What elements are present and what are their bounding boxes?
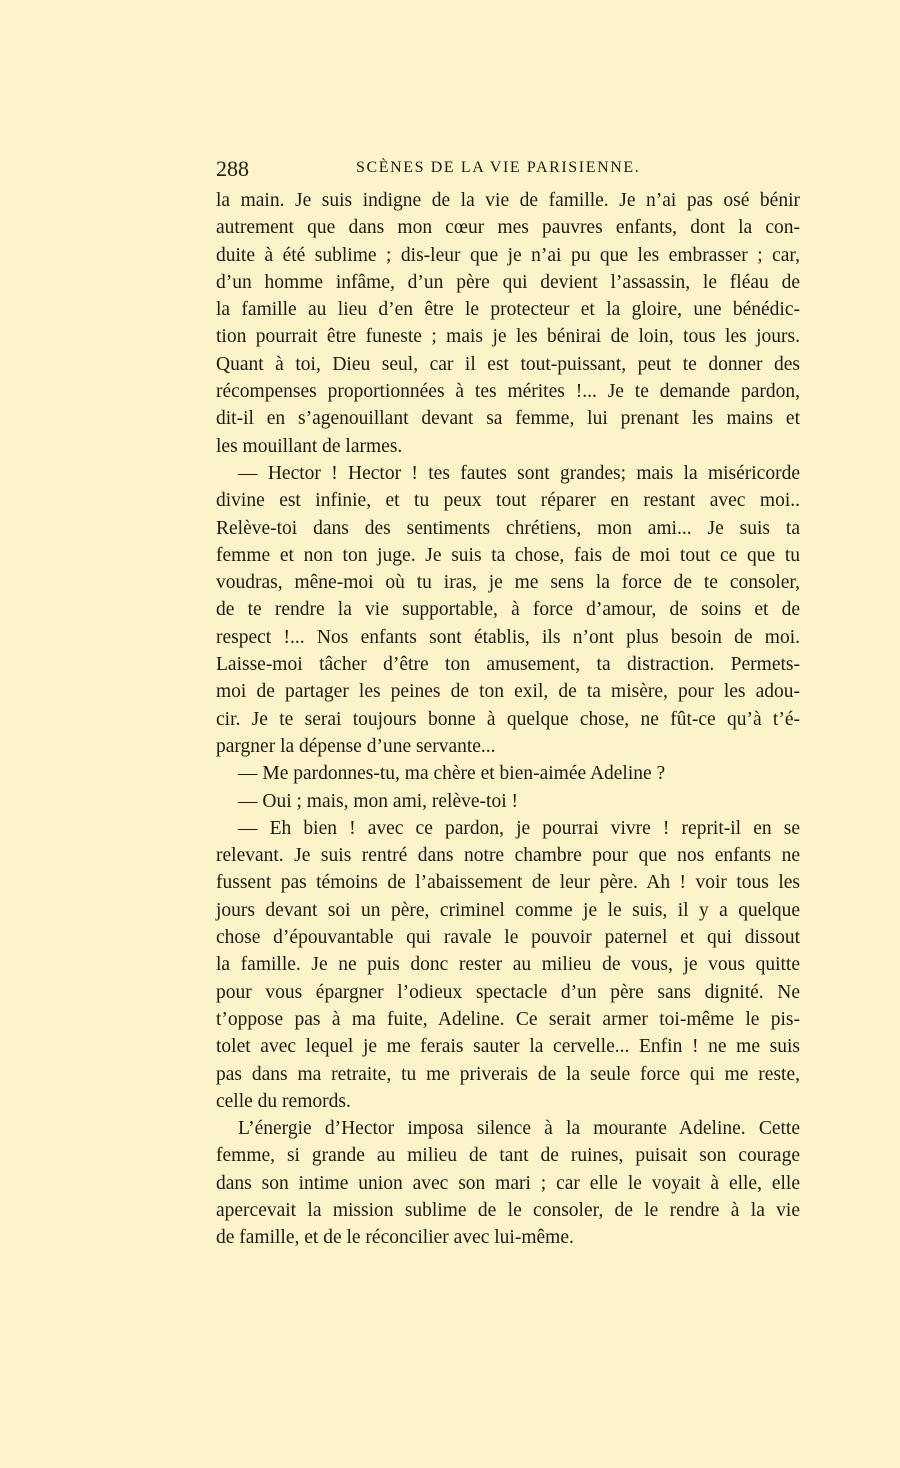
text-line: apercevait la mission sublime de le consoler, de le rendre à la vie [216, 1199, 800, 1221]
text-line: — Me pardonnes-tu, ma chère et bien-aimée Adeline ? [238, 763, 666, 785]
text-line: récompenses proportionnées à tes mérites !... Je te demande pardon, [216, 381, 800, 403]
text-line: — Hector ! Hector ! tes fautes sont grandes; mais la miséricorde [238, 462, 800, 484]
text-line: chose d’épouvantable qui ravale le pouvoir paternel et qui dissout [216, 927, 800, 949]
page-header [216, 156, 800, 184]
text-line: tion pourrait être funeste ; mais je les bénirai de loin, tous les jours. [216, 326, 800, 348]
text-line: autrement que dans mon cœur mes pauvres enfants, dont la con- [216, 217, 800, 239]
text-line: relevant. Je suis rentré dans notre chambre pour que nos enfants ne [216, 845, 800, 867]
text-line: cir. Je te serai toujours bonne à quelque chose, ne fût-ce qu’à t’é- [216, 708, 800, 730]
text-line: dans son intime union avec son mari ; car elle le voyait à elle, elle [216, 1172, 800, 1194]
text-line: t’oppose pas à ma fuite, Adeline. Ce serait armer toi-même le pis- [216, 1008, 800, 1030]
text-line: les mouillant de larmes. [216, 435, 403, 457]
text-line: femme et non ton juge. Je suis ta chose, fais de moi tout ce que tu [216, 544, 800, 566]
text-line: — Eh bien ! avec ce pardon, je pourrai vivre ! reprit-il en se [238, 817, 800, 839]
text-line: d’un homme infâme, d’un père qui devient l’assassin, le fléau de [216, 271, 800, 293]
text-line: respect !... Nos enfants sont établis, ils n’ont plus besoin de moi. [216, 626, 800, 648]
text-line: — Oui ; mais, mon ami, relève-toi ! [238, 790, 518, 812]
text-line: fussent pas témoins de l’abaissement de leur père. Ah ! voir tous les [216, 872, 800, 894]
text-line: la main. Je suis indigne de la vie de famille. Je n’ai pas osé bénir [216, 190, 800, 211]
text-line: femme, si grande au milieu de tant de ruines, puisait son courage [216, 1145, 800, 1167]
text-line: L’énergie d’Hector imposa silence à la mourante Adeline. Cette [238, 1118, 800, 1140]
text-line: pour vous épargner l’odieux spectacle d’un père sans dignité. Ne [216, 981, 800, 1003]
text-line: tolet avec lequel je me ferais sauter la cervelle... Enfin ! ne me suis [216, 1036, 800, 1058]
text-line: moi de partager les peines de ton exil, de ta misère, pour les adou- [216, 681, 800, 703]
text-line: Laisse-moi tâcher d’être ton amusement, ta distraction. Permets- [216, 654, 800, 676]
text-line: duite à été sublime ; dis-leur que je n’ai pu que les embrasser ; car, [216, 244, 800, 266]
running-title: SCÈNES DE LA VIE PARISIENNE. [356, 159, 641, 176]
text-line: Relève-toi dans des sentiments chrétiens, mon ami... Je suis ta [216, 517, 800, 539]
text-line: la famille. Je ne puis donc rester au milieu de vous, je vous quitte [216, 954, 800, 976]
text-line: voudras, mêne-moi où tu iras, je me sens la force de te consoler, [216, 572, 800, 594]
text-line: divine est infinie, et tu peux tout réparer en restant avec moi.. [216, 490, 800, 512]
text-line: Quant à toi, Dieu seul, car il est tout-puissant, peut te donner des [216, 353, 800, 375]
page-number: 288 [216, 156, 249, 181]
text-line: dit-il en s’agenouillant devant sa femme, lui prenant les mains et [216, 408, 800, 430]
text-line: de te rendre la vie supportable, à force d’amour, de soins et de [216, 599, 800, 621]
page-body-text [216, 187, 800, 1252]
text-line: celle du remords. [216, 1090, 351, 1112]
text-line: pas dans ma retraite, tu me priverais de la seule force qui me reste, [216, 1063, 800, 1085]
text-line: jours devant soi un père, criminel comme je le suis, il y a quelque [216, 899, 800, 921]
text-line: pargner la dépense d’une servante... [216, 735, 496, 757]
text-line: la famille au lieu d’en être le protecteur et la gloire, une bénédic- [216, 299, 800, 321]
text-line: de famille, et de le réconcilier avec lui-même. [216, 1227, 574, 1249]
